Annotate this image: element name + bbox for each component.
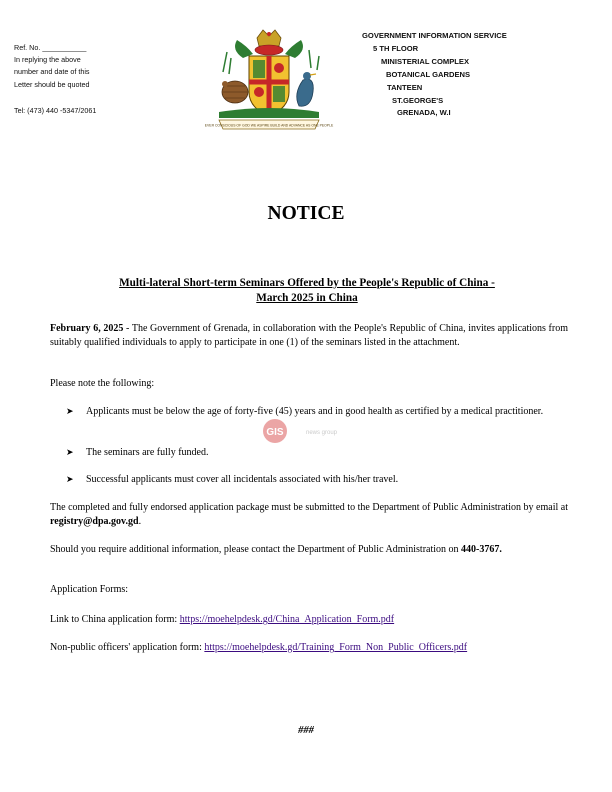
address-line-complex: MINISTERIAL COMPLEX <box>381 56 470 66</box>
arrow-bullet-icon: ➤ <box>66 406 74 416</box>
bullet-text: Applicants must be below the age of forty-five (45) years and in good health as certified by a medical practitioner. <box>86 406 544 417</box>
reply-line-3: Letter should be quoted <box>14 79 90 89</box>
telephone: Tel: (473) 440 -5347/2061 <box>14 105 97 115</box>
note-heading: Please note the following: <box>50 378 155 389</box>
contact-phone: 440-3767 <box>461 544 500 555</box>
notice-subject <box>72 276 542 305</box>
ref-number: Ref. No. ___________ <box>14 43 87 52</box>
address-line-floor: 5 TH FLOOR <box>373 43 419 53</box>
list-item <box>66 473 568 487</box>
notice-date: February 6, 2025 <box>50 323 124 334</box>
nonpublic-form-link[interactable]: https://moehelpdesk.gd/Training_Form_Non_Public_Officers.pdf <box>204 642 468 653</box>
address-block <box>362 30 507 120</box>
address-line-country: GRENADA, W.I <box>397 108 451 118</box>
submission-end: . <box>138 515 142 527</box>
notice-heading: NOTICE <box>267 203 345 224</box>
submission-email: registry@dpa.gov.gd <box>50 515 139 527</box>
arrow-bullet-icon: ➤ <box>66 474 74 484</box>
subject-line-1: Multi-lateral Short-term Seminars Offered by the People's Republic of China - <box>119 277 495 289</box>
intro-paragraph <box>50 322 568 349</box>
list-item <box>66 405 568 419</box>
address-line-gardens: BOTANICAL GARDENS <box>386 69 471 79</box>
grenada-coat-of-arms-icon <box>204 28 334 134</box>
china-form-link[interactable]: https://moehelpdesk.gd/China_Application_Form.pdf <box>179 614 395 625</box>
intro-text: - The Government of Grenada, in collaboration with the People's Republic of China, invites applications from suitably qualified individuals to apply to participate in one (1) of the seminars listed in the attachment. <box>50 323 568 348</box>
watermark-tagline: news group <box>306 430 338 436</box>
bullet-text: The seminars are fully funded. <box>86 447 209 458</box>
reply-line-2: number and date of this <box>14 67 90 77</box>
end-mark: ### <box>298 725 314 736</box>
address-line-org: GOVERNMENT INFORMATION SERVICE <box>362 31 507 40</box>
forms-heading: Application Forms: <box>50 584 129 595</box>
nonpublic-form-line <box>50 641 568 655</box>
gis-watermark-logo <box>262 418 357 444</box>
contact-end: . <box>499 544 502 555</box>
address-line-city: ST.GEORGE'S <box>392 95 444 105</box>
arrow-bullet-icon: ➤ <box>66 447 74 457</box>
contact-text: Should you require additional information, please contact the Department of Public Administration on <box>50 544 462 555</box>
submission-paragraph <box>50 501 568 528</box>
bullet-text: Successful applicants must cover all incidentals associated with his/her travel. <box>86 474 399 485</box>
reply-line-1: In replying the above <box>14 55 81 65</box>
list-item <box>66 446 568 460</box>
subject-line-2: March 2025 in China <box>256 291 358 304</box>
contact-paragraph <box>50 543 568 557</box>
china-form-label: Link to China application form: <box>50 614 180 625</box>
watermark-logo-text: GIS <box>266 427 284 438</box>
address-line-tanteen: TANTEEN <box>387 82 423 92</box>
reference-block <box>14 42 96 117</box>
motto-text: EVER CONSCIOUS OF GOD WE ASPIRE BUILD AND ADVANCE AS ONE PEOPLE <box>204 123 334 128</box>
china-form-line <box>50 613 568 627</box>
nonpublic-form-label: Non-public officers' application form: <box>50 642 205 653</box>
submission-text: The completed and fully endorsed application package must be submitted to the Department of Public Administration by email at <box>50 502 568 513</box>
